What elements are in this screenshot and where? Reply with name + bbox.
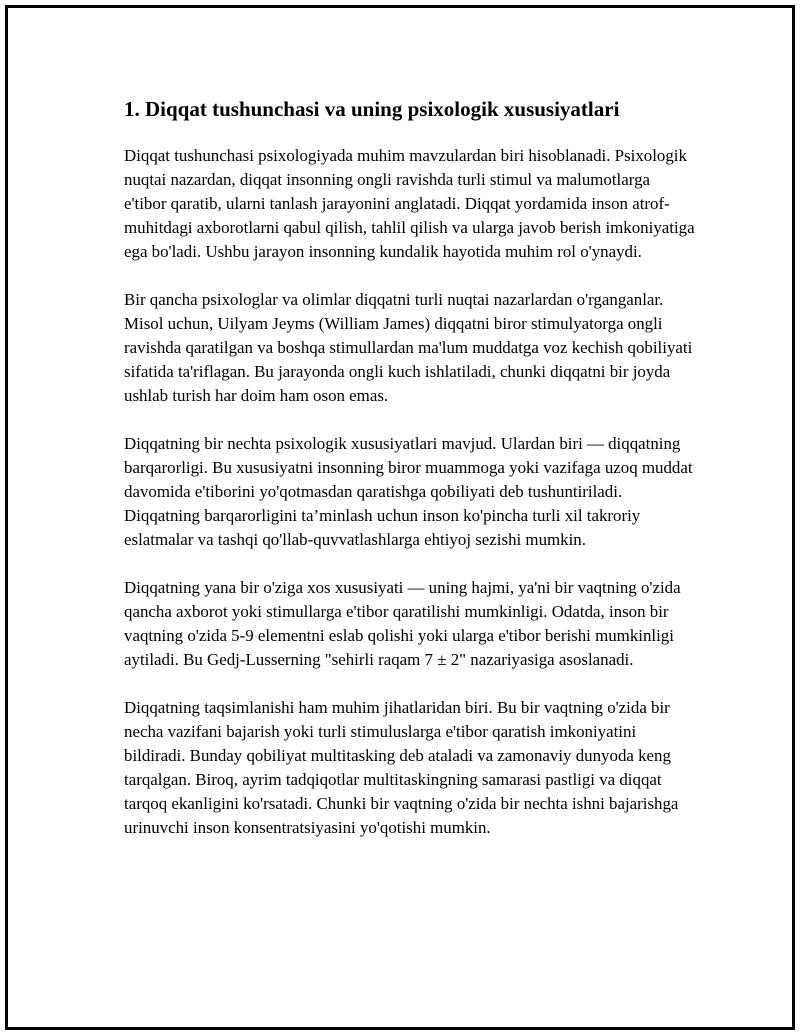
document-body xyxy=(121,95,696,864)
paragraph-stability: Diqqatning bir nechta psixologik xususiyatlari mavjud. Ulardan biri — diqqatning barqarorligi. Bu xususiyatni insonning biror muammoga yoki vazifaga uzoq muddat davomida e'tiborini yo'qotmasdan qaratishga qobiliyati deb tushuntiriladi. Diqqatning barqarorligini ta’minlash uchun inson ko'pincha turli xil takroriy eslatmalar va tashqi qo'llab-quvvatlashlarga ehtiyoj sezishi mumkin. xyxy=(124,434,693,549)
section-heading: 1. Diqqat tushunchasi va uning psixologik xususiyatlari xyxy=(124,97,620,121)
paragraph-distribution: Diqqatning taqsimlanishi ham muhim jihatlaridan biri. Bu bir vaqtning o'zida bir necha vazifani bajarish yoki turli stimuluslarga e'tibor qaratish imkoniyatini bildiradi. Bunday qobiliyat multitasking deb ataladi va zamonaviy dunyoda keng tarqalgan. Biroq, ayrim tadqiqotlar multitaskingning samarasi pastligi va diqqat tarqoq ekanligini ko'rsatadi. Chunki bir vaqtning o'zida bir nechta ishni bajarishga urinuvchi inson konsentratsiyasini yo'qotishi mumkin. xyxy=(124,698,679,837)
paragraph-volume: Diqqatning yana bir o'ziga xos xususiyati — uning hajmi, ya'ni bir vaqtning o'zida qancha axborot yoki stimullarga e'tibor qaratilishi mumkinligi. Odatda, inson bir vaqtning o'zida 5-9 elementni eslab qolishi yoki ularga e'tibor berishi mumkinligi aytiladi. Bu Gedj-Lusserning "sehirli raqam 7 ± 2" nazariyasiga asoslanadi. xyxy=(124,578,681,669)
paragraph-william-james: Bir qancha psixologlar va olimlar diqqatni turli nuqtai nazarlardan o'rganganlar. Misol uchun, Uilyam Jeyms (William James) diqqatni biror stimulyatorga ongli ravishda qaratilgan va boshqa stimullardan ma'lum muddatga voz kechish qobiliyati sifatida ta'riflagan. Bu jarayonda ongli kuch ishlatiladi, chunki diqqatni bir joyda ushlab turish har doim ham oson emas. xyxy=(124,290,693,405)
page-frame xyxy=(5,5,795,1030)
paragraph-definition: Diqqat tushunchasi psixologiyada muhim mavzulardan biri hisoblanadi. Psixologik nuqtai nazardan, diqqat insonning ongli ravishda turli stimul va malumotlarga e'tibor qaratib, ularni tanlash jarayonini anglatadi. Diqqat yordamida inson atrof-muhitdagi axborotlarni qabul qilish, tahlil qilish va ularga javob berish imkoniyatiga ega bo'ladi. Ushbu jarayon insonning kundalik hayotida muhim rol o'ynaydi. xyxy=(124,146,695,261)
